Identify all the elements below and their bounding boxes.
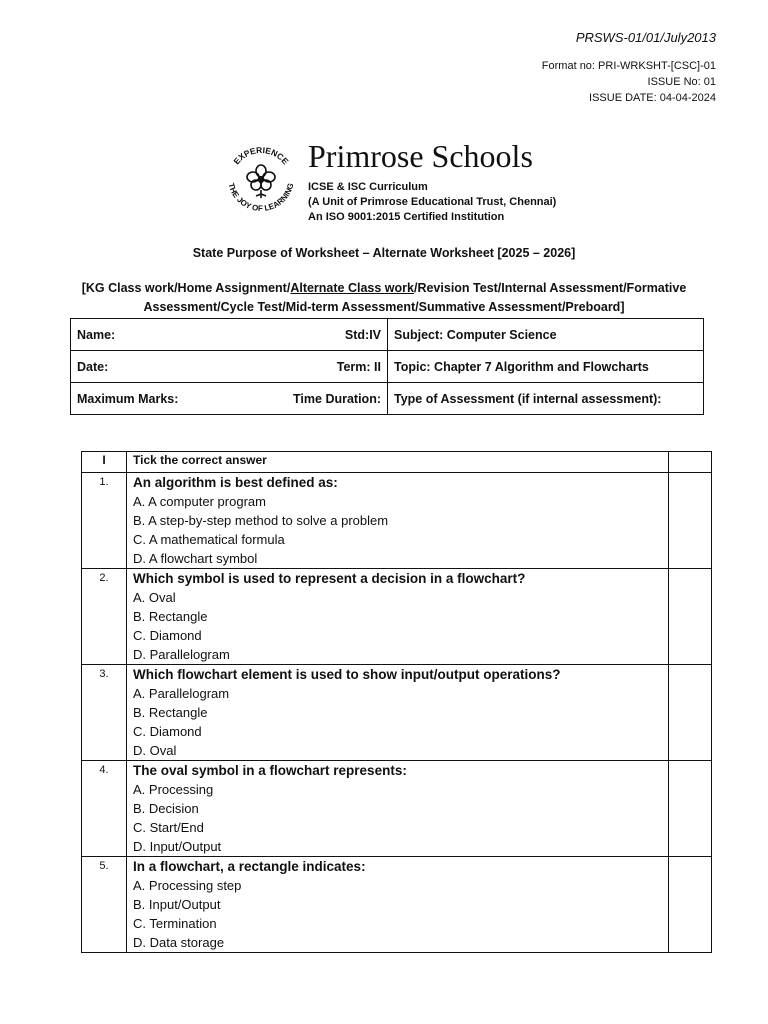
option-text: D. Parallelogram xyxy=(133,647,230,662)
option-text: C. Diamond xyxy=(133,628,202,643)
date-label: Date: xyxy=(77,359,109,374)
assessment-types: [KG Class work/Home Assignment/Alternate Class work/Revision Test/Internal Assessment/Formative Assessment/Cycle Test/Mid-term Assessment/Summative Assessment/Preboard] xyxy=(81,281,687,314)
question-number: 5. xyxy=(82,857,127,953)
question-text: The oval symbol in a flowchart represents: xyxy=(133,763,407,778)
school-header xyxy=(220,138,560,230)
answer-cell[interactable] xyxy=(669,857,712,953)
option-text: D. Oval xyxy=(133,743,177,758)
question-row xyxy=(82,665,712,761)
question-number: 4. xyxy=(82,761,127,857)
svg-text:THE JOY OF LEARNING: THE JOY OF LEARNING xyxy=(226,182,296,214)
question-row xyxy=(82,857,712,953)
issue-number: ISSUE No: 01 xyxy=(647,76,716,88)
answer-cell xyxy=(669,452,712,473)
questions-table xyxy=(81,451,712,953)
issue-date: ISSUE DATE: 04-04-2024 xyxy=(589,92,716,104)
section-header-row xyxy=(82,452,712,473)
option-text: B. Decision xyxy=(133,801,199,816)
format-number: Format no: PRI-WRKSHT-[CSC]-01 xyxy=(541,60,716,72)
question-number: 1. xyxy=(82,473,127,569)
option-text: A. A computer program xyxy=(133,494,266,509)
question-text: Which symbol is used to represent a decision in a flowchart? xyxy=(133,571,526,586)
section-number: I xyxy=(82,452,127,473)
format-block xyxy=(542,58,716,106)
answer-cell[interactable] xyxy=(669,665,712,761)
answer-cell[interactable] xyxy=(669,473,712,569)
option-text: A. Parallelogram xyxy=(133,686,230,701)
certification: An ISO 9001:2015 Certified Institution xyxy=(308,211,505,223)
question-number: 3. xyxy=(82,665,127,761)
curriculum: ICSE & ISC Curriculum xyxy=(308,181,428,193)
question-row xyxy=(82,761,712,857)
question-text: In a flowchart, a rectangle indicates: xyxy=(133,859,366,874)
name-label: Name: xyxy=(77,327,116,342)
option-text: B. Rectangle xyxy=(133,609,208,624)
option-text: A. Processing xyxy=(133,782,214,797)
option-text: A. Processing step xyxy=(133,878,242,893)
option-text: C. Termination xyxy=(133,916,217,931)
subject-label: Subject: Computer Science xyxy=(388,319,704,351)
school-seal-logo xyxy=(220,138,302,224)
std-label: Std:IV xyxy=(344,327,381,342)
worksheet-purpose: State Purpose of Worksheet – Alternate Worksheet [2025 – 2026] xyxy=(192,246,576,260)
trust-line: (A Unit of Primrose Educational Trust, Chennai) xyxy=(308,196,557,208)
duration-label: Time Duration: xyxy=(293,391,381,406)
question-row xyxy=(82,569,712,665)
option-text: D. Input/Output xyxy=(133,839,222,854)
option-text: C. Start/End xyxy=(133,820,204,835)
option-text: C. A mathematical formula xyxy=(133,532,285,547)
option-text: B. Rectangle xyxy=(133,705,208,720)
question-text: Which flowchart element is used to show input/output operations? xyxy=(133,667,561,682)
option-text: A. Oval xyxy=(133,590,176,605)
answer-cell[interactable] xyxy=(669,761,712,857)
student-info-table xyxy=(70,318,704,415)
max-marks-label: Maximum Marks: xyxy=(77,391,179,406)
document-reference: PRSWS-01/01/July2013 xyxy=(575,30,716,45)
option-text: D. A flowchart symbol xyxy=(133,551,258,566)
option-text: C. Diamond xyxy=(133,724,202,739)
selected-assessment-type: Alternate Class work xyxy=(290,281,414,295)
section-title: Tick the correct answer xyxy=(127,452,669,473)
option-text: D. Data storage xyxy=(133,935,225,950)
svg-text:EXPERIENCE: EXPERIENCE xyxy=(231,144,291,167)
topic-label: Topic: Chapter 7 Algorithm and Flowcharts xyxy=(388,351,704,383)
question-number: 2. xyxy=(82,569,127,665)
assessment-type-label: Type of Assessment (if internal assessment): xyxy=(388,383,704,415)
question-text: An algorithm is best defined as: xyxy=(133,475,338,490)
option-text: B. A step-by-step method to solve a problem xyxy=(133,513,389,528)
option-text: B. Input/Output xyxy=(133,897,221,912)
school-name: Primrose Schools xyxy=(308,138,533,174)
school-details xyxy=(308,180,556,225)
flower-icon xyxy=(247,165,275,198)
answer-cell[interactable] xyxy=(669,569,712,665)
term-label: Term: II xyxy=(336,359,381,374)
question-row xyxy=(82,473,712,569)
